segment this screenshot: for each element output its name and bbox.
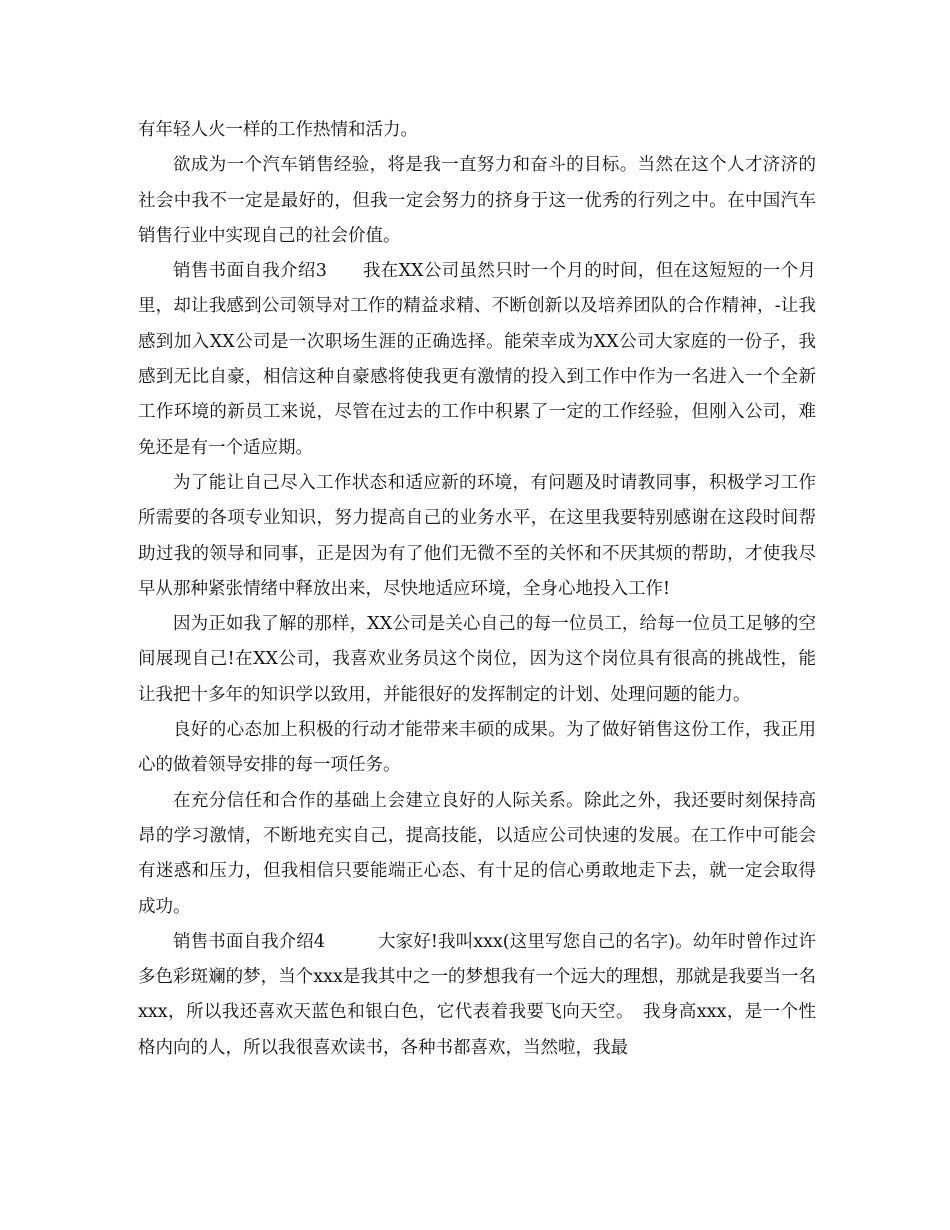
paragraph-company-care: 因为正如我了解的那样，XX公司是关心自己的每一位员工，给每一位员工足够的空间展现自己!在XX公司，我喜欢业务员这个岗位，因为这个岗位具有很高的挑战性，能让我把十多年的知识学以致用，并能很好的发挥制定的计划、处理问题的能力。: [138, 614, 816, 705]
paragraph-attitude: 良好的心态加上积极的行动才能带来丰硕的成果。为了做好销售这份工作，我正用心的做着领导安排的每一项任务。: [138, 720, 816, 776]
paragraph-adapting: 为了能让自己尽入工作状态和适应新的环境，有问题及时请教同事，积极学习工作所需要的各项专业知识，努力提高自己的业务水平，在这里我要特别感谢在这段时间帮助过我的领导和同事，正是因为有了他们无微不至的关怀和不厌其烦的帮助，才使我尽早从那种紧张情绪中释放出来，尽快地适应环境，全身心地投入工作!: [138, 472, 816, 599]
paragraph-relationships: 在充分信任和合作的基础上会建立良好的人际关系。除此之外，我还要时刻保持高昂的学习激情，不断地充实自己，提高技能，以适应公司快速的发展。在工作中可能会有迷惑和压力，但我相信只要能端正心态、有十足的信心勇敢地走下去，就一定会取得成功。: [138, 790, 816, 917]
paragraph-continuation: 有年轻人火一样的工作热情和活力。: [138, 120, 418, 140]
paragraph-intro-4: 销售书面自我介绍4 大家好!我叫xxx(这里写您自己的名字)。幼年时曾作过许多色彩斑斓的梦，当个xxx是我其中之一的梦想我有一个远大的理想，那就是我要当一名xxx，所以我还喜欢天蓝色和银白色，它代表着我要飞向天空。 我身高xxx，是一个性格内向的人，所以我很喜欢读书，各种书都喜欢，当然啦，我最: [138, 931, 816, 1058]
paragraph-sales-goal: 欲成为一个汽车销售经验，将是我一直努力和奋斗的目标。当然在这个人才济济的社会中我不一定是最好的，但我一定会努力的挤身于这一优秀的行列之中。在中国汽车销售行业中实现自己的社会价值。: [138, 155, 816, 246]
paragraph-intro-3: 销售书面自我介绍3 我在XX公司虽然只时一个月的时间，但在这短短的一个月里，却让我感到公司领导对工作的精益求精、不断创新以及培养团队的合作精神，-让我感到加入XX公司是一次职场生涯的正确选择。能荣幸成为XX公司大家庭的一份子，我感到无比自豪，相信这种自豪感将使我更有激情的投入到工作中作为一名进入一个全新工作环境的新员工来说，尽管在过去的工作中积累了一定的工作经验，但刚入公司，难免还是有一个适应期。: [138, 261, 816, 458]
document-body: [138, 113, 816, 1066]
